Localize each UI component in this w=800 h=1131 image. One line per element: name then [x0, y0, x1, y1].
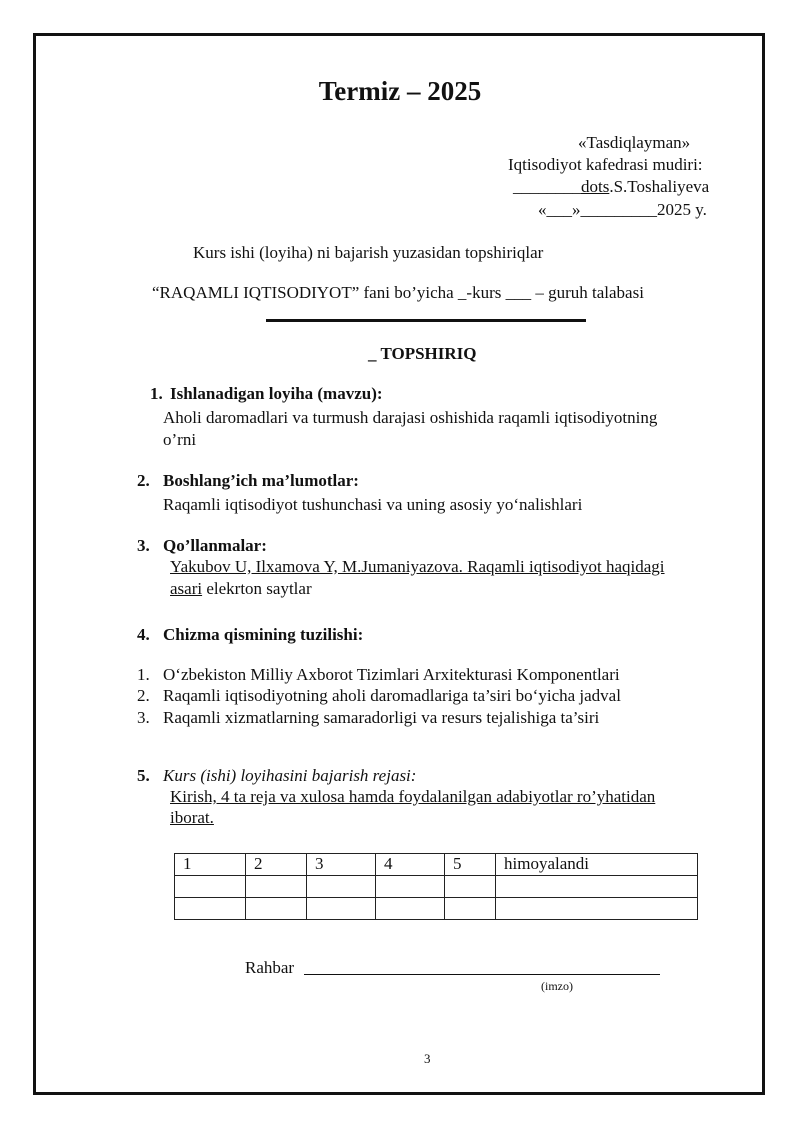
list-item: Raqamli xizmatlarning samaradorligi va resurs tejalishiga ta’siri: [163, 708, 600, 727]
topshiriq-heading: _ TOPSHIRIQ: [368, 344, 477, 363]
table-cell: [307, 898, 376, 920]
approval-line-1: «Tasdiqlayman»: [578, 133, 691, 152]
table-cell: [307, 876, 376, 898]
approval-name: .S.Toshaliyeva: [609, 177, 710, 196]
student-name-line: [266, 319, 586, 322]
table-cell: [496, 898, 698, 920]
section-1-heading: Ishlanadigan loyiha (mavzu):: [170, 384, 383, 403]
list-item: Raqamli iqtisodiyotning aholi daromadlariga ta’siri bo‘yicha jadval: [163, 686, 621, 705]
table-row: [175, 854, 698, 876]
section-5-text-2: iborat.: [170, 808, 214, 827]
table-cell: [376, 876, 445, 898]
section-3-text-2: [170, 579, 312, 599]
section-5-heading: Kurs (ishi) loyihasini bajarish rejasi:: [163, 766, 417, 785]
table-header-cell: 5: [445, 854, 496, 876]
approval-date: «___»_________2025 y.: [538, 200, 707, 219]
table-cell: [445, 876, 496, 898]
table-header-cell: 1: [175, 854, 246, 876]
section-3-rest: elekrton saytlar: [202, 579, 312, 598]
progress-table: [174, 853, 698, 920]
section-4-number: 4.: [137, 625, 150, 644]
section-1-number: 1.: [150, 384, 163, 403]
table-cell: [246, 876, 307, 898]
page-title: Termiz – 2025: [318, 76, 482, 106]
signature-label: Rahbar: [245, 958, 295, 977]
table-cell: [496, 876, 698, 898]
section-5-number: 5.: [137, 766, 150, 785]
table-cell: [175, 876, 246, 898]
table-cell: [445, 898, 496, 920]
page-number: 3: [424, 1051, 431, 1066]
section-5-text-1: Kirish, 4 ta reja va xulosa hamda foydalanilgan adabiyotlar ro’yhatidan: [170, 787, 656, 806]
section-1-text-1: Aholi daromadlari va turmush darajasi oshishida raqamli iqtisodiyotning: [163, 408, 658, 427]
section-2-text-1: Raqamli iqtisodiyot tushunchasi va uning asosiy yo‘nalishlari: [163, 495, 583, 514]
approval-line-2: Iqtisodiyot kafedrasi mudiri:: [508, 155, 703, 174]
intro-line-2: “RAQAMLI IQTISODIYOT” fani bo’yicha _-kurs ___ – guruh talabasi: [152, 283, 644, 302]
table-header-cell: 2: [246, 854, 307, 876]
approval-line-3: [513, 177, 709, 197]
section-3-number: 3.: [137, 536, 150, 555]
table-row: [175, 898, 698, 920]
table-row: [175, 876, 698, 898]
list-item-number: 2.: [137, 686, 150, 705]
signature-line: [304, 974, 660, 975]
section-3-heading: Qo’llanmalar:: [163, 536, 267, 555]
signature-caption: (imzo): [541, 979, 573, 993]
approval-blank: ________: [513, 177, 581, 196]
section-3-asari: asari: [170, 579, 203, 598]
section-2-number: 2.: [137, 471, 150, 490]
table-header-cell: himoyalandi: [496, 854, 698, 876]
table-header-cell: 4: [376, 854, 445, 876]
list-item-number: 3.: [137, 708, 150, 727]
section-4-heading: Chizma qismining tuzilishi:: [163, 625, 364, 644]
table-cell: [376, 898, 445, 920]
table-cell: [246, 898, 307, 920]
table-cell: [175, 898, 246, 920]
intro-line-1: Kurs ishi (loyiha) ni bajarish yuzasidan topshiriqlar: [193, 243, 544, 262]
list-item-number: 1.: [137, 665, 150, 684]
section-3-text-1: Yakubov U, Ilxamova Y, M.Jumaniyazova. Raqamli iqtisodiyot haqidagi: [170, 557, 665, 576]
table-header-cell: 3: [307, 854, 376, 876]
list-item: O‘zbekiston Milliy Axborot Tizimlari Arxitekturasi Komponentlari: [163, 665, 620, 684]
approval-title: dots: [581, 177, 610, 196]
section-2-heading: Boshlang’ich ma’lumotlar:: [163, 471, 359, 490]
section-1-text-2: o’rni: [163, 430, 197, 449]
